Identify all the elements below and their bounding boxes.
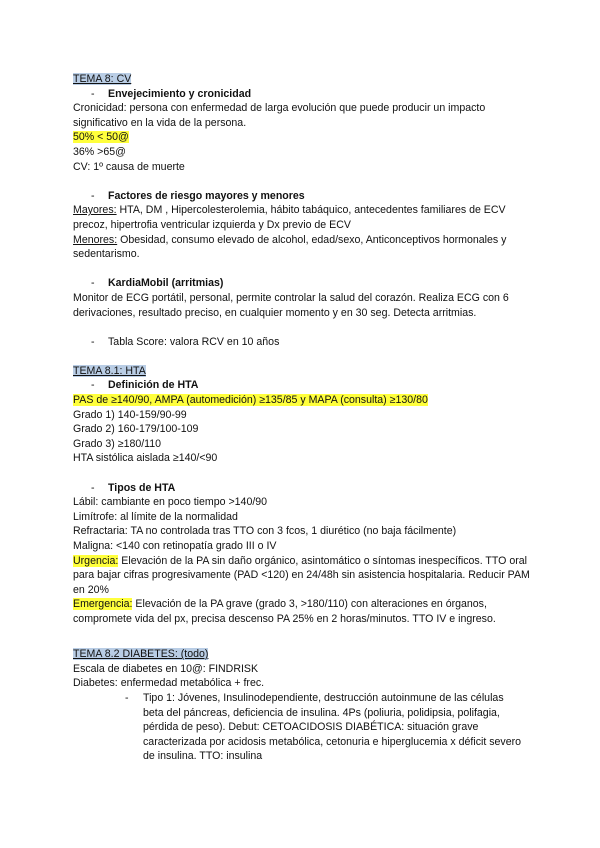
bullet-dash: - bbox=[125, 691, 129, 704]
bullet-score bbox=[73, 335, 533, 350]
score-text: Tabla Score: valora RCV en 10 años bbox=[108, 335, 280, 348]
document-body bbox=[73, 72, 533, 764]
grado-line: Grado 3) ≥180/110 bbox=[73, 437, 162, 450]
section-title-tema81: TEMA 8.1: HTA bbox=[73, 364, 146, 377]
bullet-kardia bbox=[73, 276, 533, 291]
bullet-factores bbox=[73, 189, 533, 204]
subheading-tipos: Tipos de HTA bbox=[108, 481, 176, 494]
cronicidad-text: Cronicidad: persona con enfermedad de larga evolución que puede producir un impacto significativo en la vida de la persona. bbox=[73, 102, 486, 129]
section-title-tema8: TEMA 8: CV bbox=[73, 73, 132, 85]
diabetes-line: Diabetes: enfermedad metabólica + frec. bbox=[73, 677, 265, 690]
mayores-label: Mayores: bbox=[73, 204, 117, 217]
emergencia-paragraph bbox=[73, 597, 533, 626]
bullet-definicion bbox=[73, 378, 533, 393]
stat-highlight: 50% < 50@ bbox=[73, 131, 129, 144]
bullet-dash: - bbox=[91, 87, 95, 100]
urgencia-text: Elevación de la PA sin daño orgánico, asintomático o síntomas inespecíficos. TTO oral para bajar cifras progresivamente (PAD <120) en 24/48h sin asistencia hospitalaria. Reducir PAM en 20% bbox=[73, 554, 530, 596]
menores-text: Obesidad, consumo elevado de alcohol, edad/sexo, Anticonceptivos hormonales y sedentarismo. bbox=[73, 233, 507, 261]
bullet-dash: - bbox=[91, 189, 95, 202]
menores-paragraph bbox=[73, 233, 533, 262]
definicion-highlight: PAS de ≥140/90, AMPA (automedición) ≥135/85 y MAPA (consulta) ≥130/80 bbox=[73, 394, 428, 407]
stat-line: 36% >65@ bbox=[73, 145, 126, 158]
mayores-paragraph bbox=[73, 203, 533, 232]
emergencia-text: Elevación de la PA grave (grado 3, >180/110) con alteraciones en órganos, compromete vida del px, precisa descenso PA 25% en 2 horas/minutos. TTO IV e ingreso. bbox=[73, 598, 496, 625]
subheading-kardia: KardiaMobil (arritmias) bbox=[108, 277, 224, 290]
subheading-definicion: Definición de HTA bbox=[108, 379, 199, 392]
urgencia-label: Urgencia: bbox=[73, 554, 119, 567]
escala-line: Escala de diabetes en 10@: FINDRISK bbox=[73, 662, 259, 675]
tipo-line: Limítrofe: al límite de la normalidad bbox=[73, 510, 238, 523]
subheading-envejecimiento: Envejecimiento y cronicidad bbox=[108, 87, 252, 100]
tipo-line: Maligna: <140 con retinopatía grado III o IV bbox=[73, 540, 277, 552]
tipo-line: Lábil: cambiante en poco tiempo >140/90 bbox=[73, 496, 268, 509]
bullet-dash: - bbox=[91, 277, 95, 290]
bullet-tipos bbox=[73, 481, 533, 496]
subheading-factores: Factores de riesgo mayores y menores bbox=[108, 189, 305, 202]
stat-line: CV: 1º causa de muerte bbox=[73, 160, 185, 173]
grado-line: Grado 1) 140-159/90-99 bbox=[73, 408, 187, 421]
bullet-envejecimiento bbox=[73, 87, 533, 102]
grado-line: Grado 2) 160-179/100-109 bbox=[73, 423, 199, 436]
menores-label: Menores: bbox=[73, 233, 118, 246]
tipo-line: Refractaria: TA no controlada tras TTO con 3 fcos, 1 diurético (no baja fácilmente) bbox=[73, 525, 457, 538]
urgencia-paragraph bbox=[73, 554, 533, 598]
section-title-tema82: TEMA 8.2 DIABETES: (todo) bbox=[73, 648, 209, 661]
sub-bullet-tipo1 bbox=[73, 691, 533, 764]
emergencia-label: Emergencia: bbox=[73, 598, 133, 611]
aislada-line: HTA sistólica aislada ≥140/<90 bbox=[73, 452, 218, 465]
bullet-dash: - bbox=[91, 481, 95, 494]
tipo1-text: Tipo 1: Jóvenes, Insulinodependiente, destrucción autoinmune de las células beta del páncreas, deficiencia de insulina. 4Ps (poliuria, polidipsia, polifagia, pérdida de peso). Debut: CETOACIDOSIS DIABÉTICA: situación grave caracterizada por acidosis metabólica, cetonuria e hiperglucemia x déficit severo de insulina. TTO: insulina bbox=[143, 691, 522, 763]
bullet-dash: - bbox=[91, 335, 95, 348]
bullet-dash: - bbox=[91, 379, 95, 392]
mayores-text: HTA, DM , Hipercolesterolemia, hábito tabáquico, antecedentes familiares de ECV precoz, hipertrofia ventricular izquierda y Dx previo de ECV bbox=[73, 204, 506, 231]
kardia-text: Monitor de ECG portátil, personal, permite controlar la salud del corazón. Realiza ECG con 6 derivaciones, resultado preciso, en cualquier momento y en 30 seg. Detecta arritmias. bbox=[73, 291, 509, 319]
